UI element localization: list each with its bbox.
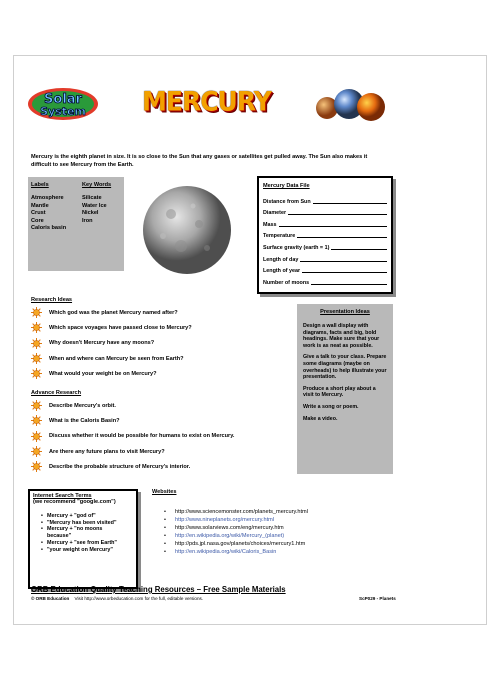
worksheet-page <box>13 55 487 625</box>
advance-question <box>31 398 293 413</box>
answer-line[interactable] <box>297 237 387 238</box>
presentation-idea: Make a video. <box>303 415 338 422</box>
research-question <box>31 305 291 320</box>
footer-code: ScP029 - Planets <box>359 596 396 601</box>
labels-keywords-box <box>28 177 124 271</box>
website-link[interactable]: • http://en.wikipedia.org/wiki/Caloris_Basin <box>164 548 382 556</box>
answer-line[interactable] <box>302 272 387 273</box>
logo-line-2: System <box>40 105 86 118</box>
data-file-row <box>263 228 387 240</box>
sun-bullet-icon <box>31 338 42 349</box>
search-terms-heading: Internet Search Terms <box>33 493 92 499</box>
advance-question-text: Describe the probable structure of Mercury's interior. <box>49 463 191 470</box>
sun-bullet-icon <box>31 368 42 379</box>
presentation-idea: Write a song or poem. <box>303 403 359 410</box>
data-file-row <box>263 205 387 217</box>
key-words-heading: Key Words <box>82 182 112 188</box>
footer-left <box>31 596 203 601</box>
advance-question <box>31 444 293 459</box>
research-ideas-heading: Research Ideas <box>31 297 73 303</box>
label-item: Atmosphere <box>31 195 64 201</box>
search-term: • Mercury + "see from Earth" <box>41 540 133 547</box>
websites-list <box>164 508 382 556</box>
answer-line[interactable] <box>288 214 387 215</box>
search-term: • "Mercury has been visited" <box>41 520 133 527</box>
advance-research-heading: Advance Research <box>31 390 82 396</box>
data-file-label: Surface gravity (earth = 1) <box>263 244 330 251</box>
label-item: Core <box>31 217 44 224</box>
data-file-row <box>263 239 387 251</box>
intro-text: Mercury is the eighth planet in size. It is so close to the Sun that any gases or satellites get pulled away. The Sun also makes it difficult to see Mercury from the Earth. <box>31 154 368 168</box>
data-file-row <box>263 251 387 263</box>
website-link[interactable]: • http://www.sciencemonster.com/planets_mercury.html <box>164 508 382 516</box>
key-word-item: Water Ice <box>82 202 107 209</box>
data-file-label: Distance from Sun <box>263 198 311 205</box>
research-question-text: Which god was the planet Mercury named after? <box>49 309 178 316</box>
footer-copyright: © ORB Education <box>31 596 70 601</box>
presentation-idea: Design a wall display with diagrams, facts and big, bold headings. Make sure that your work is as neat as possible. <box>303 323 380 349</box>
sun-bullet-icon <box>31 322 42 333</box>
research-question-text: Why doesn't Mercury have any moons? <box>49 340 155 347</box>
footer-title: ORB Education Quality Teaching Resources – Free Sample Materials <box>31 585 286 594</box>
data-file-label: Diameter <box>263 210 287 217</box>
key-word-item: Iron <box>82 217 93 224</box>
page-title: MERCURY <box>142 86 271 117</box>
key-words-list <box>82 195 124 225</box>
footer-visit[interactable]: Visit http://www.orbeducation.com for the full, editable versions. <box>74 596 204 601</box>
answer-line[interactable] <box>300 261 387 262</box>
website-link[interactable]: • http://en.wikipedia.org/wiki/Mercury_(planet) <box>164 532 382 540</box>
research-question-text: When and where can Mercury be seen from Earth? <box>49 355 184 362</box>
website-link[interactable]: • http://pds.jpl.nasa.gov/planets/choices/mercury1.htm <box>164 540 382 548</box>
internet-search-terms-box <box>28 489 138 589</box>
advance-question-text: What is the Caloris Basin? <box>49 417 120 424</box>
presentation-ideas-heading: Presentation Ideas <box>320 309 370 315</box>
sun-bullet-icon <box>31 446 42 457</box>
research-question-text: Which space voyages have passed close to Mercury? <box>49 324 192 331</box>
label-item: Crust <box>31 210 46 216</box>
data-file-label: Length of day <box>263 256 299 263</box>
label-item: Mantle <box>31 202 49 209</box>
websites-section <box>152 489 382 556</box>
presentation-idea: Produce a short play about a visit to Mercury. <box>303 385 376 399</box>
research-ideas-section <box>31 297 291 381</box>
sun-bullet-icon <box>31 353 42 364</box>
data-file-row <box>263 193 387 205</box>
labels-list <box>31 195 76 233</box>
advance-question-text: Discuss whether it would be possible for humans to exist on Mercury. <box>49 433 235 440</box>
sun-bullet-icon <box>31 307 42 318</box>
advance-question <box>31 413 293 428</box>
label-item: Caloris basin <box>31 225 67 231</box>
presentation-ideas-box <box>297 304 393 474</box>
website-link[interactable]: • http://www.nineplanets.org/mercury.html <box>164 516 382 524</box>
key-word-item: Silicate <box>82 195 102 201</box>
search-term: • Mercury + "no moons <box>41 526 133 533</box>
data-file-heading: Mercury Data File <box>263 183 310 189</box>
search-terms-subheading: (we recommend "google.com") <box>33 499 116 505</box>
answer-line[interactable] <box>331 249 387 250</box>
data-file-label: Length of year <box>263 268 301 275</box>
data-file-label: Temperature <box>263 233 296 240</box>
data-file-label: Mass <box>263 221 277 228</box>
websites-heading: Websites <box>152 489 177 495</box>
search-term-continuation: because" <box>47 533 72 540</box>
answer-line[interactable] <box>311 284 387 285</box>
advance-question <box>31 429 293 444</box>
data-file-row <box>263 216 387 228</box>
search-term: • Mercury + "god of" <box>41 513 133 520</box>
answer-line[interactable] <box>279 226 388 227</box>
research-question-text: What would your weight be on Mercury? <box>49 370 157 377</box>
data-file-row <box>263 263 387 275</box>
sun-bullet-icon <box>31 431 42 442</box>
research-question <box>31 351 291 366</box>
sun-bullet-icon <box>31 415 42 426</box>
research-question <box>31 320 291 335</box>
data-file-label: Number of moons <box>263 279 310 286</box>
research-question <box>31 366 291 381</box>
mercury-planet-image <box>141 184 233 276</box>
logo-line-1: Solar <box>44 92 82 107</box>
sun-bullet-icon <box>31 461 42 472</box>
research-question <box>31 336 291 351</box>
presentation-idea: Give a talk to your class. Prepare some diagrams (maybe on overheads) to help illustrate your presentation. <box>303 354 387 381</box>
solar-system-logo <box>27 86 99 122</box>
search-terms-list <box>41 513 133 553</box>
data-file-row <box>263 274 387 286</box>
labels-heading: Labels <box>31 182 49 188</box>
advance-question-text: Are there any future plans to visit Mercury? <box>49 448 165 455</box>
sun-bullet-icon <box>31 400 42 411</box>
advance-research-section <box>31 390 293 474</box>
mercury-data-file <box>257 176 393 294</box>
search-term: • "your weight on Mercury" <box>41 547 133 554</box>
answer-line[interactable] <box>313 203 387 204</box>
advance-question <box>31 459 293 474</box>
planets-illustration <box>315 86 387 126</box>
key-word-item: Nickel <box>82 210 99 216</box>
website-link[interactable]: • http://www.solarviews.com/eng/mercury.htm <box>164 524 382 532</box>
advance-question-text: Describe Mercury's orbit. <box>49 402 116 409</box>
